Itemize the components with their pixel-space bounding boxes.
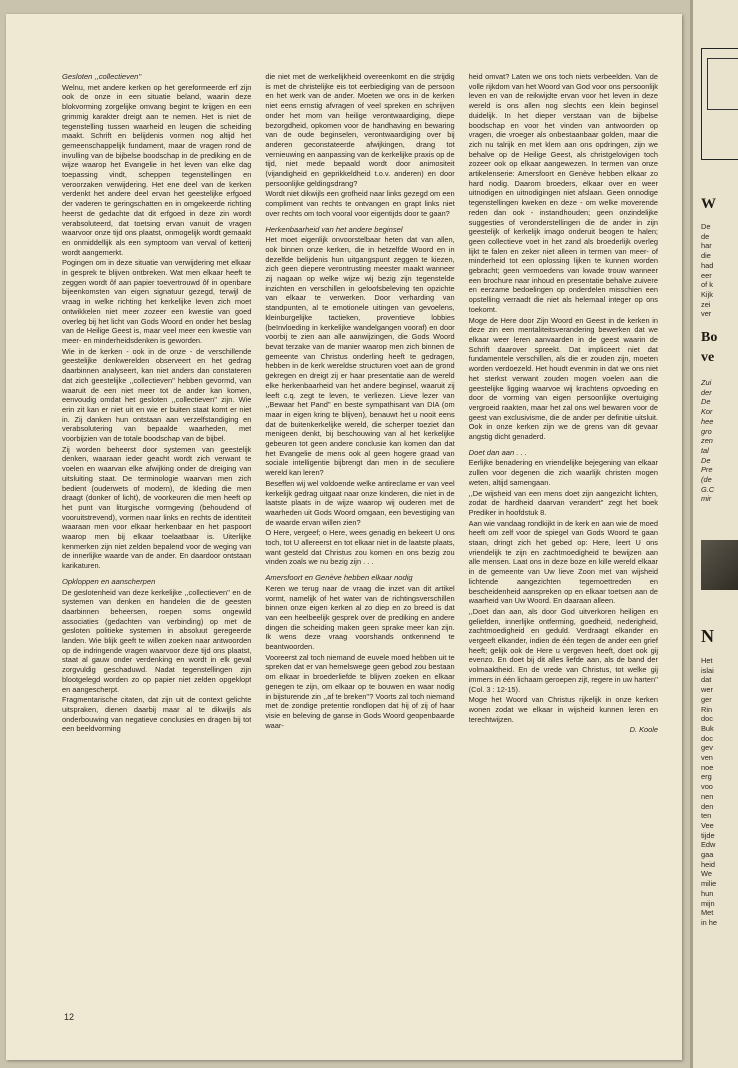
next-page-line: milie <box>701 879 717 889</box>
next-page-line: had <box>701 260 714 270</box>
next-page-line: tijde <box>701 830 715 840</box>
paragraph: ,,De wijsheid van een mens doet zijn aangezicht lichten, zodat de hardheid daarvan verandert'' zegt het boek Prediker in hoofdstuk 8. <box>468 488 658 517</box>
section-heading: Doet dan aan . . . <box>468 447 527 457</box>
paragraph: Het moet eigenlijk onvoorstelbaar heten dat van allen, ook binnen onze kerken, die in hetzelfde Woord en in dezelfde belijdenis hun uitgangspunt zeggen te kiezen, zich geen diepere verontrusting meester maakt wanneer zij nagaan op welke wijze wij bezig zijn tegenstelde inzichten en verschillen in geloofsbeleving ten opzichte van elkaar te verwerken. Door verharding van standpunten, al te emotionele uitingen van gevoelens, kleinburgelijke tactieken, proventieve lobbies (beïnvloeding in kerkelijke wandelgangen vooraf) en door voorbij te zien aan alle aanwijzingen, die Gods Woord bevat terzake van de manier waarop men zich binnen de gemeente van Christus onderling heeft te gedragen, hebben in de kerk wereldse structuren voet aan de grond gekregen en dreigt zij er haar presentatie aan de wereld elke herkenbaarheid van het andere beginsel, waaruit zij leeft c.q. zegt te leven, te verliezen. Lieve lezer van ,,Bewaar het Pand'' en beste sympathisant van DIA (om maar in eigen kring te blijven), benauwt het u nooit eens dat de buitenkerkelijke wereld, die scherper toeziet dan menigeen denkt, bij beschouwing van al het kerkelijke gebeuren tot geen andere conclusie kan komen dan dat het Evangelie de mens ook al geen hogere graad van sociale intelligentie bijbrengt dan men in de seculiere wereld kan leren? <box>265 235 455 478</box>
next-page-line: De <box>701 397 711 407</box>
next-page-heading-2b: ve <box>701 350 715 365</box>
next-page-line: ten <box>701 811 712 821</box>
next-page-line: gev <box>701 743 713 753</box>
paragraph: Welnu, met andere kerken op het gereformeerde erf zijn ook de onze in een situatie beland, waarin deze blokvorming zorgelijke omvang begint te krijgen en een grimmig karakter dreigt aan te nemen. Het is niet de tegenstelling tussen waarheid en leugen die scheiding maakt. Schrift en belijdenis vormen nog altijd het gemeenschappelijk fundament, maar de vragen rond de invulling van de bijbelse boodschap in de prediking en de wijze waarop het Evangelie in het leven van elke dag toepassing vindt, scheppen tegenstellingen en veroorzaken verwijdering. Het ene deel van de kerken verdenkt het andere deel ervan het geestelijke erfgoed der vaderen te geringschatten en in omgekeerde richting heerst de gedachte dat dit erfgoed in deze zin wordt verabsoluteerd, dat toetsing ervan vanuit de vragen waarvoor onze tijd ons plaatst, onmogelijk wordt gemaakt en onmiddellijk als een symptoom van verval of ketterij wordt aangemerkt. <box>62 82 252 257</box>
next-page-line: heid <box>701 859 715 869</box>
next-page-line: eer <box>701 270 712 280</box>
paragraph: Vooreerst zal toch niemand de euvele moed hebben uit te spreken dat er van hemelswege geen gebod zou bestaan om elkaar in broederliefde te blijven zoeken en elkaar genegen te zijn, om elkaar op te bouwen en waar nodig in bijsturende zin ,,af te breken''? Voorts zal toch niemand met de zondige pretentie rondlopen dat hij of zij of haar visie en beleving de ganse in Gods Woord geopenbaarde waar- <box>265 652 455 730</box>
next-page-line: nen <box>701 791 714 801</box>
next-page-line: de <box>701 231 710 241</box>
next-page-heading-2a: Bo <box>701 330 718 345</box>
next-page-line: of k <box>701 280 713 290</box>
next-page-line: zei <box>701 299 711 309</box>
paragraph: Zij worden beheerst door systemen van geestelijk denken, waaraan ieder geacht wordt zich verwant te voelen en waarvan elke afwijking onder de dreiging van uitsluiting staat. De terminologie waarvan men zich bedient (ouderwets of modern), de kleding die men draagt (donker of licht), de voorkeuren die men heeft op het punt van liturgische vormgeving (behoudend of vooruitstrevend), vormen naar links en rechts de identiteit waaraan men voor elkaar herkenbaar en het paspoort waarop men bij elkaar toelaatbaar is. Uiterlijke kenmerken zijn niet zelden bepalend voor de weging van de innerlijke waarde van de ander. En daardoor ontstaan karikaturen. <box>62 444 252 571</box>
next-page-line: Kor <box>701 407 713 417</box>
next-page-line: in he <box>701 917 718 927</box>
next-page-text-1 <box>701 222 713 319</box>
section-heading: Opkloppen en aanscherpen <box>62 576 156 586</box>
next-page-line: noe <box>701 762 714 772</box>
paragraph: ,,Doet dan aan, als door God uitverkoren heiligen en geliefden, innerlijke ontferming, goedheid, nederigheid, zachtmoedigheid en geduld. Verdraagt elkander en vergeeft elkander, indien de één tegen de ander een grief heeft; gelijk ook de Here u vergeven heeft, doet ook gij evenzo. En doet bij dit alles liefde aan, als de band der volmaaktheid. En de vrede van Christus, tot welke gij immers in één lichaam geroepen zijt, regere in uw harten'' (Col. 3 : 12-15). <box>468 606 658 694</box>
next-page-line: voo <box>701 782 713 792</box>
next-page-line: die <box>701 251 711 261</box>
paragraph: Fragmentarische citaten, dat zijn uit de context gelichte uitspraken, dienen daarbij maar al te dikwijls als onderbouwing van negatieve conclusies en dragen bij tot een beeldvorming <box>62 695 252 734</box>
next-page-line: Het <box>701 656 713 665</box>
next-page-line: De <box>701 455 711 465</box>
next-page-line: G.C <box>701 484 715 494</box>
next-page-line: zen <box>701 436 713 446</box>
paragraph: O Here, vergeef; o Here, wees genadig en bekeert U ons toch, tot U allereerst en tot elkaar niet in de laatste plaats, want gesteld dat Christus zou komen en ons bezig zou vinden zoals we nu bezig zijn . . . <box>265 528 455 567</box>
next-page-line: We <box>701 869 712 879</box>
next-page-photo <box>701 540 738 590</box>
next-page-line: ver <box>701 309 712 319</box>
next-page-line: mijn <box>701 898 715 908</box>
paragraph: Moge het Woord van Christus rijkelijk in onze kerken wonen zodat we elkaar in wijsheid kunnen leren en terechtwijzen. <box>468 695 658 724</box>
next-page-line: erg <box>701 772 712 782</box>
next-page-line: (de <box>701 475 712 485</box>
next-page-heading-3: N <box>701 626 714 646</box>
next-page-line: hee <box>701 416 714 426</box>
next-page-text-3 <box>701 656 717 928</box>
paragraph: De geslotenheid van deze kerkelijke ,,collectieven'' en de systemen van denken en handelen die de geesten daarbinnen beheersen, roepen soms ongewild associaties (gedachten van verbinding) op met de gesloten politieke systemen in absoluut geregeerde landen. Wie blijk geeft te willen zoeken naar antwoorden op de indringende vragen waarvoor deze tijd ons plaatst, staat al gauw onder verdenking en wordt in elk geval zorgvuldig geschaduwd. Nadat tegenstellingen zijn blootgelegd worden zo op papier niet zelden opgeklopt en aangescherpt. <box>62 587 252 694</box>
paragraph: Pogingen om in deze situatie van verwijdering met elkaar in gesprek te blijven ontbreken. Wat men elkaar heeft te zeggen wordt ôf aan papier toevertrouwd ôf in openbare bijeenkomsten van eigen signatuur gezegd, terwijl de vraag in welke richting het kerkelijke leven zich moet ontwikkelen niet meer zozeer een kwestie van goed overleg bij het licht van Gods Woord en onder het beslag van de Heilige Geest is, maar veel meer een kwestie van meer- en minderheidsdenken is geworden. <box>62 258 252 345</box>
next-page-line: der <box>701 387 712 397</box>
article-column-2 <box>265 72 454 1002</box>
article-column-1 <box>62 72 251 1002</box>
next-page-line: gaa <box>701 850 714 860</box>
section-heading: Gesloten ,,collectieven'' <box>62 72 142 81</box>
paragraph: Wie in de kerken - ook in de onze - de verschillende geestelijke denkwerelden observeert en het gedrag daarbinnen analyseert, kan niet anders dan constateren dat zich geestelijke ,,collectieven'' hebben gevormd, van waaruit de een niet meer tot de ander kan komen, eenvoudig omdat het gesloten ,,collectieven'' zijn. Wie erin zit kan er niet uit en wie er buiten staat komt er niet in. Zij danken hun ontstaan aan verzelfstandiging en verabsolutering van bepaalde waarheden, met voorbijzien van de totale boodschap van de bijbel. <box>62 346 252 444</box>
section-heading: Amersfoort en Genève hebben elkaar nodig <box>265 573 413 583</box>
next-page-line: dat <box>701 675 712 685</box>
next-page-heading-1: W <box>701 196 716 212</box>
paragraph: Aan wie vandaag rondkijkt in de kerk en aan wie de moed heeft om zelf voor de spiegel van Gods Woord te gaan staan, dringt zich het gebed op: Here, leert U ons vriendelijk te zijn en zachtmoedigheid te bewijzen aan alle mensen. Laat ons in deze boze en kille wereld elkaar in de gemeente van Uw lieve Zoon met van wijsheid lichtende aangezichten tegemoettreden en bescheidenheid aanspreken op en elkaar toetsen aan de waarheid van Uw Woord. En daaraan alleen. <box>468 518 658 606</box>
next-page-line: mir <box>701 494 712 504</box>
section-heading: Herkenbaarheid van het andere beginsel <box>265 224 403 234</box>
next-page-line: Zui <box>701 378 712 387</box>
paragraph: Beseffen wij wel voldoende welke antireclame er van veel kerkelijk gedrag uitgaat naar onze kinderen, die niet in de laatste plaats in de wijze waarop wij ouderen met de waarheden uit Gods Woord omgaan, een bevestiging van de waarde ervan willen zien? <box>265 478 455 527</box>
next-page-line: Met <box>701 908 714 918</box>
next-page-line: Vee <box>701 820 714 830</box>
article-column-3 <box>469 72 658 1002</box>
next-page-line: doc <box>701 714 713 724</box>
next-page-line: den <box>701 801 714 811</box>
next-page-line: ger <box>701 694 712 704</box>
next-page-line: doc <box>701 733 713 743</box>
article-columns <box>62 72 658 1002</box>
magazine-page <box>6 14 682 1060</box>
paragraph: die niet met de werkelijkheid overeenkomt en die strijdig is met de christelijke eis tot eerbiediging van de persoon en het werk van de ander. Moeten we ons in de kerken niet eens ernstig afvragen of veel spreken en schrijven onder het mom van heilige verontwaardiging, diepe bezorgdheid, opkomen voor de handhaving en bewaring van de oude beginselen, verontwaardiging over bij anderen geconstateerde afwijkingen, drang tot vernieuwing en aanpassing van de kerkelijke praxis op de tijd, niet mede bepaald wordt door animositeit (vijandigheid en geprikkeldheid t.o.v. anderen) en door persoonlijke geldingsdrang? <box>265 72 455 188</box>
next-page-line: gro <box>701 426 712 436</box>
next-page-line: islai <box>701 665 714 675</box>
paragraph: Keren we terug naar de vraag die inzet van dit artikel vormt, namelijk of het water van de richtingsverschillen binnen onze eigen kerken al zo diep en zo breed is dat van een heelbeelijk gesprek over de prediking en andere dingen die scheiding maken geen sprake meer kan zijn. Ik wens deze vraag voorshands ontkennend te beantwoorden. <box>265 583 455 652</box>
author-signature: D. Koole <box>629 725 658 735</box>
next-page-line: tal <box>701 445 709 455</box>
next-page-edge <box>690 0 738 1068</box>
next-page-illustration-frame <box>707 58 738 110</box>
next-page-line: ven <box>701 753 713 763</box>
next-page-line: Pre <box>701 465 713 475</box>
next-page-line: hun <box>701 888 714 898</box>
paragraph: Eerlijke benadering en vriendelijke bejegening van elkaar zullen voor degenen die zich waarlijk christen mogen weten, altijd samengaan. <box>468 458 658 487</box>
next-page-line: De <box>701 222 711 231</box>
next-page-line: Rin <box>701 704 713 714</box>
paragraph: heid omvat? Laten we ons toch niets verbeelden. Van de volle rijkdom van het Woord van God voor ons persoonlijk leven en van de reikwijdte ervan voor het leven in deze wereld is ons allen nog slechts een klein beginsel duidelijk. In het dieper verstaan van de bijbelse boodschap en voor het vinden van antwoorden op vragen, die vroeger als onbestaanbaar golden, maar die zich nu talrijk en met klem aan ons opdringen, zijn we behalve op de Heilige Geest, als christgelovigen toch zozeer ook op elkaar aangewezen. In termen van onze artikelenserie: Amersfoort en Genève hebben elkaar zo hard nodig. Daarom broeders, elkaar over en weer uitnodigen en uitnodigingen niet afslaan. Geen onnodige tegenstellingen kweken en deze - om welke moverende reden dan ook - instandhouden; geen onzindelijke suggesties of veronderstellingen die de ander in zijn geestelijk of kerkelijk imago onderuit beogen te halen; geen collectieve voet in het zand als broederlijk overleg lijkt te falen en zeker niet alleen in termen van meer- of minderheid tot een oplossing lijken te kunnen worden gebracht; geen vermoedens van kwade trouw wanneer een brochure naar inhoud en presentatie behalve zuivere en eerzame bedoelingen op onderdelen misschien een opstelling verraadt die niet als helemaal integer op ons toekomt. <box>468 72 658 314</box>
next-page-line: wer <box>701 685 713 695</box>
paragraph: Wordt niet dikwijls een grofheid naar links gezegd om een compliment van rechts te ontvangen en grapt links niet over rechts om toch vooral voor eigentijds door te gaan? <box>265 189 455 218</box>
next-page-line: Kijk <box>701 289 713 299</box>
next-page-line: har <box>701 241 712 251</box>
next-page-text-2 <box>701 378 714 504</box>
next-page-line: Buk <box>701 723 714 733</box>
paragraph: Moge de Here door Zijn Woord en Geest in de kerken in deze zin een mentaliteitsverandering bewerken dat we elkaar weer leren aanvaarden in de geest waarin de Schrift daarover spreekt. Dat impliceert niet dat fundamentele verschillen, als die er zouden zijn, moeten worden verdoezeld. Het houdt evenmin in dat we ons niet het sterkst verwant zouden mogen voelen aan die geestelijke ligging waarvoe wij krachtens opvoeding en door de vorming van eigen persoonlijke overtuiging vergroeid raakten, maar het zal ons wel bewaren voor de geest van exclusivisme, die de ander per definitie uitsluit. Ook in onze kerken zijn we de grens van dit gevaar angstig dicht genaderd. <box>468 315 658 442</box>
page-number: 12 <box>64 1012 75 1022</box>
next-page-line: Edw <box>701 840 716 850</box>
